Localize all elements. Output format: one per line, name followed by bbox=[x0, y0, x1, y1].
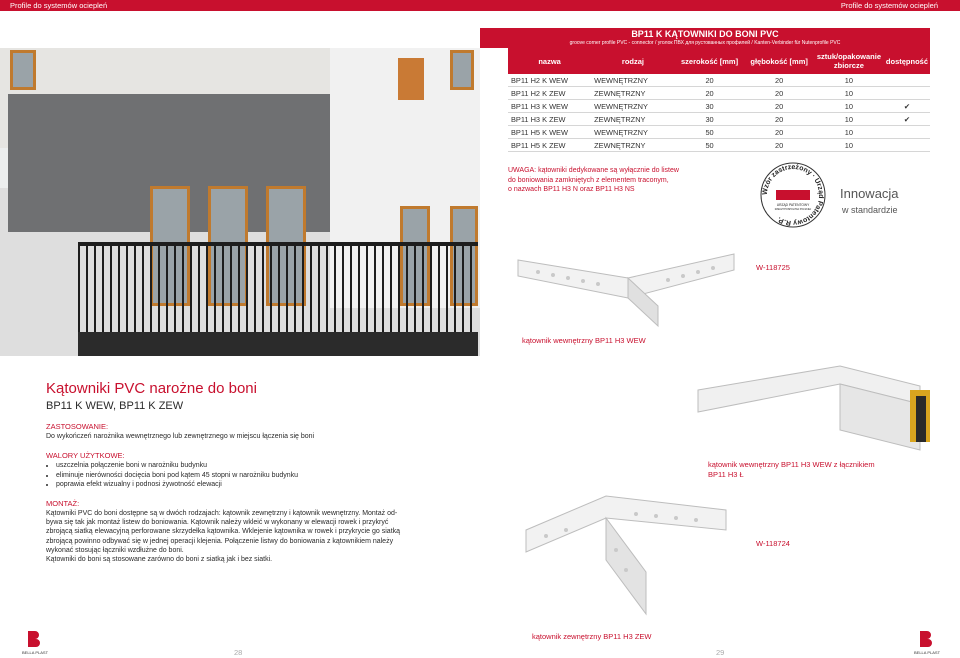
col-sztuk: sztuk/opakowanie zbiorcze bbox=[814, 48, 884, 74]
innovation-line2: w standardzie bbox=[842, 205, 898, 215]
zastosowanie-text: Do wykończeń narożnika wewnętrznego lub zewnętrznego w miejscu łączenia się boni bbox=[46, 433, 315, 440]
brand-logo-right: BELLA PLAST bbox=[918, 630, 934, 648]
cell-availability bbox=[884, 74, 930, 87]
cell-availability bbox=[884, 126, 930, 139]
page-title: BP11 K KĄTOWNIKI DO BONI PVC bbox=[631, 29, 779, 39]
product-code-3: W-118724 bbox=[756, 539, 790, 548]
check-icon: ✔ bbox=[884, 100, 930, 113]
zastosowanie-heading: ZASTOSOWANIE: bbox=[46, 422, 109, 431]
cell-type: WEWNĘTRZNY bbox=[591, 100, 675, 113]
cell-depth: 20 bbox=[744, 100, 814, 113]
product-image-zew bbox=[516, 490, 746, 616]
list-item: • poprawia efekt wizualny i podnosi żywotność elewacji bbox=[56, 480, 298, 490]
page-subtitle: groove corner profile PVC - connector / уголок ПВХ для рустованных профилей / Kanten-Verbinder für Nutenprofile PVC bbox=[569, 40, 841, 46]
cell-availability bbox=[884, 139, 930, 152]
cell-name: BP11 H3 K WEW bbox=[508, 100, 591, 113]
article-title: Kątowniki PVC narożne do boni bbox=[46, 380, 257, 397]
walory-heading: WALORY UŻYTKOWE: bbox=[46, 451, 125, 460]
topbar-left-text: Profile do systemów ociepleń bbox=[10, 1, 108, 10]
cell-pack: 10 bbox=[814, 100, 884, 113]
cell-availability bbox=[884, 87, 930, 100]
svg-text:RZECZYPOSPOLITEJ POLSKIEJ: RZECZYPOSPOLITEJ POLSKIEJ bbox=[774, 208, 812, 211]
table-row bbox=[508, 74, 930, 87]
cell-width: 50 bbox=[675, 139, 745, 152]
check-icon: ✔ bbox=[884, 113, 930, 126]
product-caption-1: kątownik wewnętrzny BP11 H3 WEW bbox=[522, 336, 646, 345]
cell-width: 30 bbox=[675, 100, 745, 113]
cell-depth: 20 bbox=[744, 87, 814, 100]
cell-type: WEWNĘTRZNY bbox=[591, 74, 675, 87]
cell-width: 50 bbox=[675, 126, 745, 139]
col-glebokosc: głębokość [mm] bbox=[744, 48, 814, 74]
cell-type: WEWNĘTRZNY bbox=[591, 126, 675, 139]
patent-seal-icon bbox=[760, 162, 826, 228]
list-item: • eliminuje nierówności docięcia boni pod kątem 45 stopni w narożniku budynku bbox=[56, 471, 298, 481]
warning-note: UWAGA: kątowniki dedykowane są wyłącznie do listew do boniowania zamkniętych z elementem traconym, o nazwach BP11 H3 N oraz BP11 H3 NS bbox=[508, 167, 679, 193]
table-header-row bbox=[508, 48, 930, 74]
article-subtitle: BP11 K WEW, BP11 K ZEW bbox=[46, 400, 184, 412]
top-bar bbox=[0, 0, 960, 11]
product-code-1: W-118725 bbox=[756, 263, 790, 272]
product-caption-3: kątownik zewnętrzny BP11 H3 ZEW bbox=[532, 632, 652, 641]
topbar-right-text: Profile do systemów ociepleń bbox=[840, 1, 938, 10]
cell-depth: 20 bbox=[744, 139, 814, 152]
spec-table bbox=[508, 48, 930, 152]
cell-pack: 10 bbox=[814, 139, 884, 152]
cell-type: ZEWNĘTRZNY bbox=[591, 87, 675, 100]
brand-logo-left: BELLA PLAST bbox=[26, 630, 42, 648]
montaz-heading: MONTAŻ: bbox=[46, 499, 80, 508]
cell-depth: 20 bbox=[744, 113, 814, 126]
cell-pack: 10 bbox=[814, 126, 884, 139]
cell-depth: 20 bbox=[744, 126, 814, 139]
cell-pack: 10 bbox=[814, 113, 884, 126]
page-number-right: 29 bbox=[716, 648, 725, 657]
col-dostepnosc: dostępność bbox=[884, 48, 930, 74]
cell-type: ZEWNĘTRZNY bbox=[591, 113, 675, 126]
table-row bbox=[508, 87, 930, 100]
cell-type: ZEWNĘTRZNY bbox=[591, 139, 675, 152]
svg-text:URZĄD PATENTOWY: URZĄD PATENTOWY bbox=[776, 203, 810, 207]
innovation-line1: Innowacja bbox=[840, 186, 899, 201]
cell-width: 20 bbox=[675, 74, 745, 87]
page-number-left: 28 bbox=[234, 648, 243, 657]
cell-name: BP11 H5 K WEW bbox=[508, 126, 591, 139]
cell-width: 20 bbox=[675, 87, 745, 100]
svg-text:Wzór zastrzeżony · Urząd Paten: Wzór zastrzeżony · Urząd Patentowy R.P. bbox=[761, 163, 825, 227]
table-row bbox=[508, 100, 930, 113]
cell-name: BP11 H2 K WEW bbox=[508, 74, 591, 87]
col-szerokosc: szerokość [mm] bbox=[675, 48, 745, 74]
cell-name: BP11 H3 K ZEW bbox=[508, 113, 591, 126]
montaz-text: Kątowniki PVC do boni dostępne są w dwóch rodzajach: kątownik zewnętrzny i kątownik wewnętrzny. Montaż od- bywa się tak jak montaż listew do boniowania. Kątownik należy wkleić w wykonany w elewacji rowek i przykryć zbrojącą siatką elewacyjną perforowane skrzydełka kątownika. Wklejenie kątownika w rowek i przykrycie go siatką zbrojącą powinno odbywać się w jednej operacji klejenia. Połączenie listwy do boniowania z kątownikiem należy wykonać stosując łączniki wzdłużne do boni. Kątowniki do boni są stosowane zarówno do boni z siatką jak i bez siatki. bbox=[46, 510, 401, 564]
list-item: • uszczelnia połączenie boni w narożniku budynku bbox=[56, 461, 298, 471]
product-image-wew bbox=[508, 248, 744, 328]
building-photo bbox=[0, 48, 480, 356]
cell-name: BP11 H2 K ZEW bbox=[508, 87, 591, 100]
product-caption-2: kątownik wewnętrzny BP11 H3 WEW z łącznikiem BP11 H3 Ł bbox=[708, 460, 875, 479]
walory-list bbox=[46, 461, 298, 490]
col-nazwa: nazwa bbox=[508, 48, 591, 74]
table-row bbox=[508, 139, 930, 152]
product-image-wew-connector bbox=[690, 360, 940, 452]
table-row bbox=[508, 126, 930, 139]
cell-pack: 10 bbox=[814, 74, 884, 87]
cell-depth: 20 bbox=[744, 74, 814, 87]
cell-width: 30 bbox=[675, 113, 745, 126]
cell-pack: 10 bbox=[814, 87, 884, 100]
table-row bbox=[508, 113, 930, 126]
cell-name: BP11 H5 K ZEW bbox=[508, 139, 591, 152]
col-rodzaj: rodzaj bbox=[591, 48, 675, 74]
